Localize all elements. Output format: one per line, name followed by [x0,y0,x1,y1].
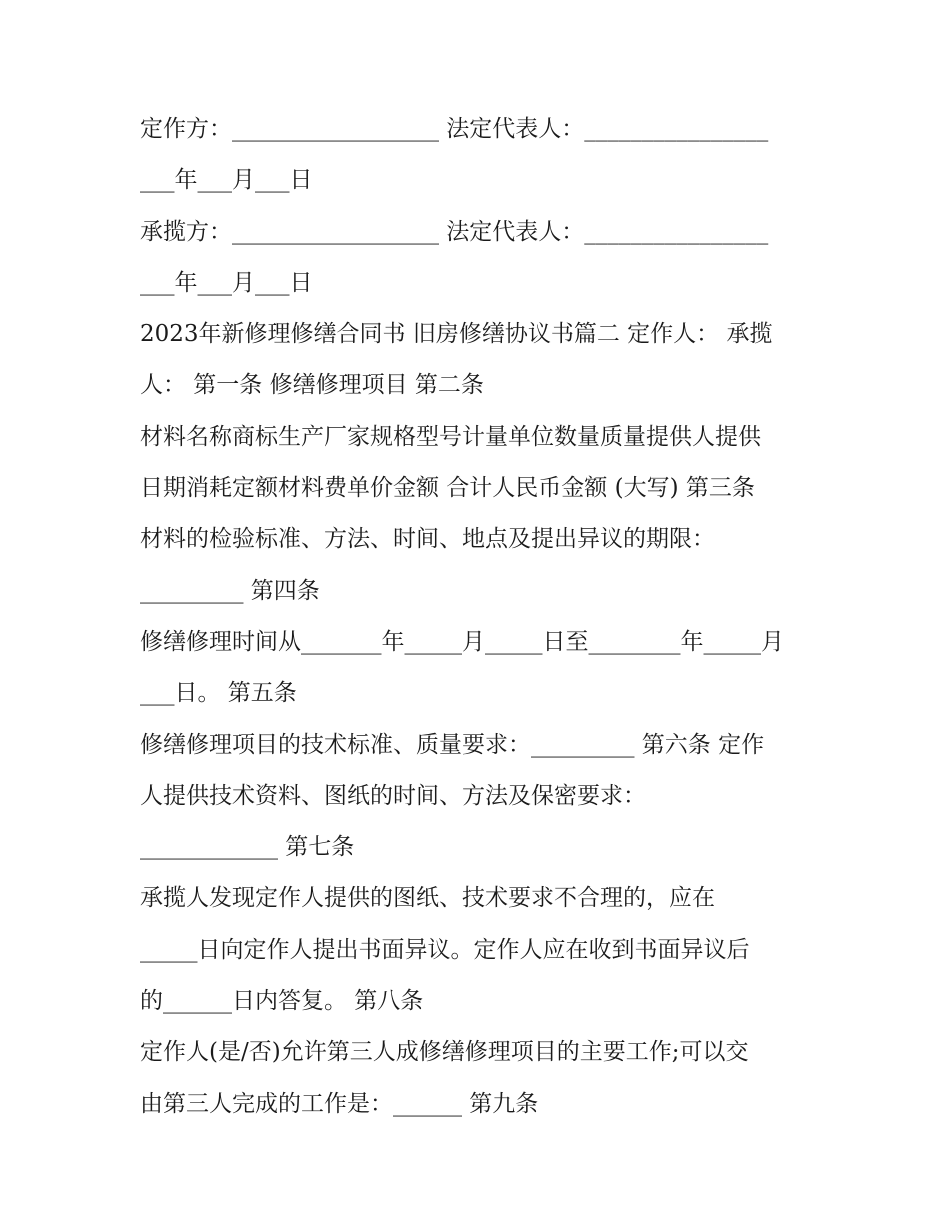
article-5-line: ___日。 第五条 [140,680,297,707]
repair-period-line: 修缮修理时间从_______年_____月_____日至________年_____月 [140,628,784,655]
technical-standards-line: 修缮修理项目的技术标准、质量要求：_________ 第六条 定作 [140,731,765,758]
document-page [140,104,812,1130]
materials-header-line: 材料名称商标生产厂家规格型号计量单位数量质量提供人提供 [140,423,761,450]
contractor-date-line: ___年___月___日 [140,167,313,194]
undertaker-date-line: ___年___月___日 [140,269,313,296]
undertaker-signature-line: 承揽方：__________________ 法定代表人：________________ [140,218,769,245]
third-party-line-1: 定作人(是/否)允许第三人成修缮修理项目的主要工作;可以交 [140,1039,749,1066]
document-title-line: 2023年新修理修缮合同书 旧房修缮协议书篇二 定作人： 承揽 [140,321,773,348]
article-1-line: 人： 第一条 修缮修理项目 第二条 [140,372,484,399]
article-7-line: ____________ 第七条 [140,834,355,861]
materials-header-line-2: 日期消耗定额材料费单价金额 合计人民币金额 (大写) 第三条 [140,475,755,502]
article-8-line: 的______日内答复。 第八条 [140,988,424,1015]
third-party-line-2: 由第三人完成的工作是：______ 第九条 [140,1090,539,1117]
article-4-line: _________ 第四条 [140,577,320,604]
technical-materials-line: 人提供技术资料、图纸的时间、方法及保密要求： [140,782,646,809]
article-3-text: 材料的检验标准、方法、时间、地点及提出异议的期限： [140,526,715,553]
objection-line-2: _____日向定作人提出书面异议。定作人应在收到书面异议后 [140,936,750,963]
objection-line-1: 承揽人发现定作人提供的图纸、技术要求不合理的，应在 [140,885,715,912]
contractor-signature-line: 定作方：__________________ 法定代表人：________________ [140,116,769,142]
